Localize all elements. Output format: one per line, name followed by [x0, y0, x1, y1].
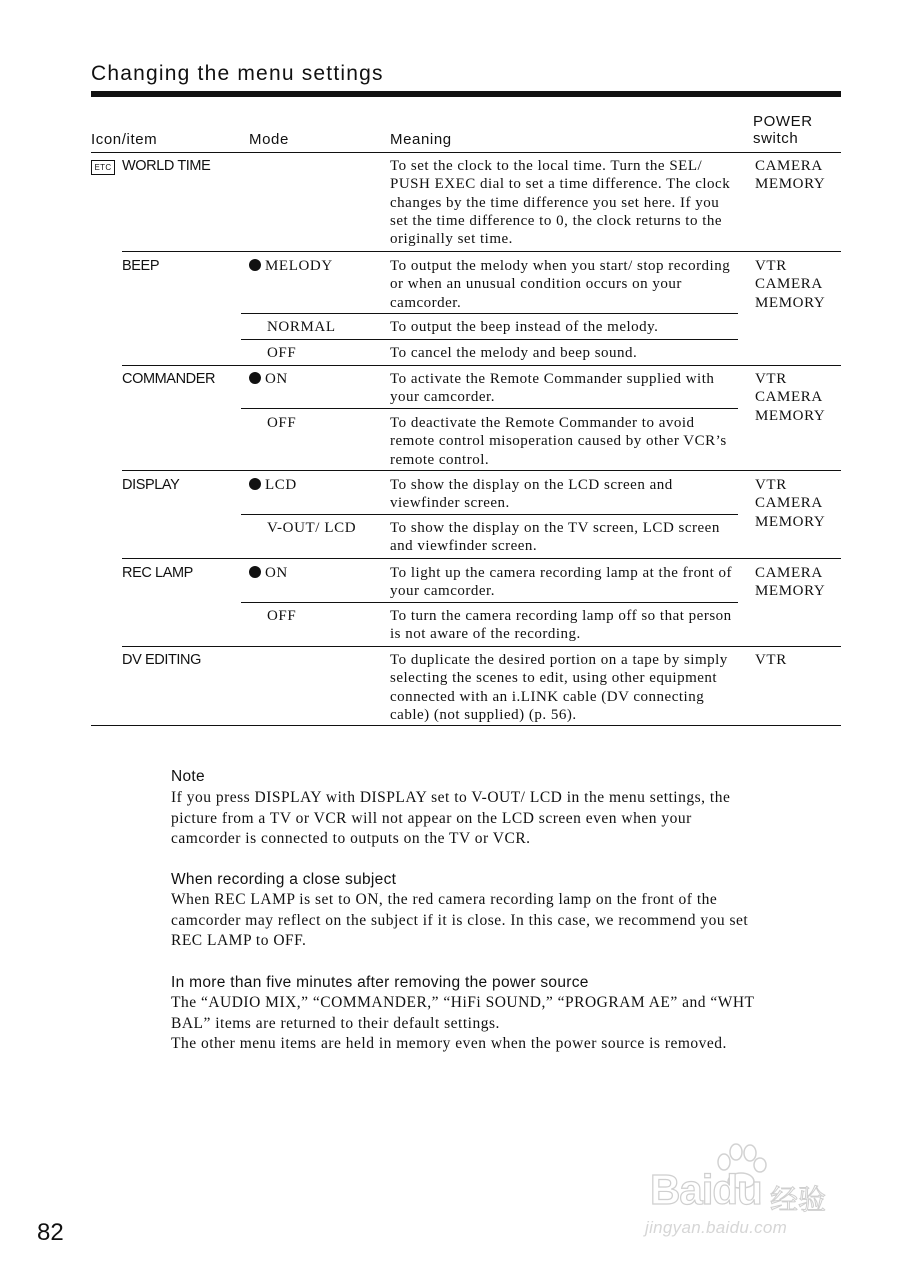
meaning-rec-lamp-off: To turn the camera recording lamp off so that person is not aware of the recording. [390, 608, 732, 643]
mode-label: MELODY [265, 258, 333, 274]
header-meaning: Meaning [390, 131, 452, 148]
default-dot-icon [249, 478, 261, 490]
power-value: MEMORY [755, 176, 826, 193]
meaning-beep-off: To cancel the melody and beep sound. [390, 345, 638, 361]
item-world-time: WORLD TIME [122, 158, 211, 174]
baidu-watermark [640, 1148, 855, 1243]
mode-display-lcd [249, 476, 297, 494]
mode-beep-off: OFF [267, 345, 297, 361]
meaning-display-vout-lcd: To show the display on the TV screen, LCD screen and viewfinder screen. [390, 520, 720, 555]
default-dot-icon [249, 259, 261, 271]
watermark-text: Baidu [650, 1166, 762, 1213]
note-line: camcorder is connected to outputs on the TV or VCR. [171, 830, 531, 847]
row-rule [241, 602, 738, 603]
power-value: MEMORY [755, 294, 826, 311]
mode-beep-normal: NORMAL [267, 319, 336, 335]
power-beep [755, 257, 825, 312]
power-dv-editing [755, 651, 787, 669]
watermark-url: jingyan.baidu.com [645, 1218, 788, 1237]
power-value: CAMERA [755, 158, 823, 174]
page-title: Changing the menu settings [91, 62, 384, 85]
header-mode: Mode [249, 131, 289, 148]
title-rule [91, 91, 841, 97]
mode-label: ON [265, 565, 288, 581]
power-source-body [171, 993, 841, 1055]
power-value: MEMORY [755, 407, 826, 424]
row-rule [122, 646, 841, 647]
header-rule [91, 152, 841, 153]
close-subject-heading: When recording a close subject [171, 871, 397, 888]
row-rule [241, 339, 738, 340]
meaning-beep-normal: To output the beep instead of the melody. [390, 319, 659, 335]
power-value: VTR [755, 258, 787, 274]
item-commander: COMMANDER [122, 371, 216, 387]
power-value: VTR [755, 652, 787, 668]
row-rule [122, 558, 841, 559]
meaning-world-time: To set the clock to the local time. Turn the SEL/ PUSH EXEC dial to set a time difference. The clock changes by the time difference you set here. If you set the time difference to 0, the clock returns to the originally set time. [390, 158, 731, 248]
mode-rec-lamp-off: OFF [267, 608, 297, 624]
close-subject-body [171, 890, 841, 952]
power-value: VTR [755, 477, 787, 493]
power-display [755, 476, 825, 531]
default-dot-icon [249, 372, 261, 384]
note-line: When REC LAMP is set to ON, the red camera recording lamp on the front of the [171, 891, 718, 908]
power-value: VTR [755, 371, 787, 387]
header-icon-item: Icon/item [91, 131, 158, 148]
note-line: REC LAMP to OFF. [171, 932, 307, 949]
power-value: CAMERA [755, 276, 823, 293]
item-rec-lamp: REC LAMP [122, 565, 193, 581]
power-value: CAMERA [755, 495, 823, 512]
note-line: If you press DISPLAY with DISPLAY set to V-OUT/ LCD in the menu settings, the [171, 789, 731, 806]
power-rec-lamp [755, 564, 825, 601]
row-rule [122, 365, 841, 366]
power-commander [755, 370, 825, 425]
row-rule [122, 470, 841, 471]
note-line: BAL” items are returned to their default settings. [171, 1014, 500, 1032]
header-power-line1: POWER [753, 113, 813, 130]
page-number: 82 [37, 1219, 64, 1246]
mode-rec-lamp-on [249, 564, 288, 582]
meaning-commander-off: To deactivate the Remote Commander to avoid remote control misoperation caused by other VCR’s remote control. [390, 415, 727, 468]
row-rule [241, 514, 738, 515]
meaning-rec-lamp-on: To light up the camera recording lamp at the front of your camcorder. [390, 565, 733, 600]
note-body [171, 788, 841, 850]
watermark-cn-text: 经验 [770, 1183, 827, 1216]
row-rule [122, 251, 841, 252]
power-world-time [755, 157, 825, 194]
power-value: CAMERA [755, 389, 823, 406]
note-line: camcorder may reflect on the subject if it is close. In this case, we recommend you set [171, 911, 749, 929]
table-bottom-rule [91, 725, 841, 726]
etc-icon: ETC [91, 160, 115, 175]
meaning-dv-editing: To duplicate the desired portion on a tape by simply selecting the scenes to edit, using other equipment connected with an i.LINK cable (DV connecting cable) (not supplied) (p. 56). [390, 652, 728, 723]
power-source-heading: In more than five minutes after removing the power source [171, 974, 589, 991]
mode-beep-melody [249, 257, 333, 275]
mode-commander-on [249, 370, 288, 388]
mode-display-vout-lcd: V-OUT/ LCD [267, 520, 357, 536]
item-display: DISPLAY [122, 477, 180, 493]
default-dot-icon [249, 566, 261, 578]
mode-label: LCD [265, 477, 297, 493]
note-line: picture from a TV or VCR will not appear on the LCD screen even when your [171, 809, 692, 827]
power-value: CAMERA [755, 565, 823, 581]
meaning-beep-melody: To output the melody when you start/ stop recording or when an unusual condition occurs on your camcorder. [390, 258, 731, 311]
item-beep: BEEP [122, 258, 160, 274]
row-rule [241, 408, 738, 409]
row-rule [241, 313, 738, 314]
mode-commander-off: OFF [267, 415, 297, 431]
mode-label: ON [265, 371, 288, 387]
header-power-switch [753, 113, 813, 147]
header-power-line2: switch [753, 130, 799, 147]
note-line: The other menu items are held in memory even when the power source is removed. [171, 1035, 727, 1052]
note-heading: Note [171, 768, 205, 785]
meaning-commander-on: To activate the Remote Commander supplied with your camcorder. [390, 371, 715, 406]
meaning-display-lcd: To show the display on the LCD screen and viewfinder screen. [390, 477, 673, 512]
note-line: The “AUDIO MIX,” “COMMANDER,” “HiFi SOUND,” “PROGRAM AE” and “WHT [171, 994, 755, 1011]
power-value: MEMORY [755, 513, 826, 530]
power-value: MEMORY [755, 583, 826, 600]
item-dv-editing: DV EDITING [122, 652, 201, 668]
